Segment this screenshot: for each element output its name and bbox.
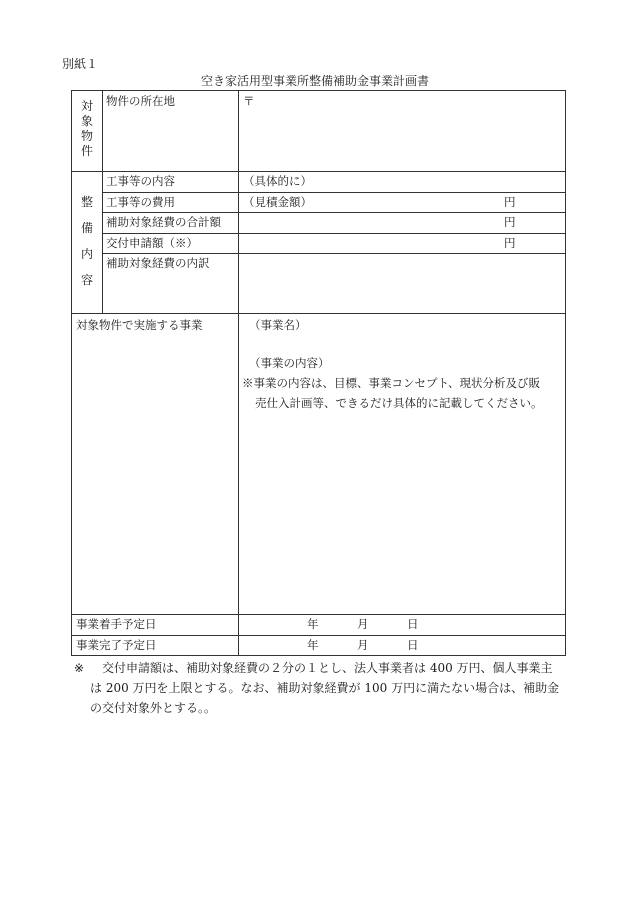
- row-line: [72, 635, 565, 636]
- work-cost-value[interactable]: （見積金額）: [243, 195, 312, 209]
- work-cost-label: 工事等の費用: [106, 195, 175, 209]
- start-date-label: 事業着手予定日: [76, 617, 157, 631]
- row-line: [72, 313, 565, 314]
- maintenance-group-label: 整 備 内 容: [80, 195, 93, 287]
- business-note-line-2: 売仕入計画等、できるだけ具体的に記載してください。: [255, 396, 543, 410]
- footnote: [74, 658, 570, 718]
- eligible-total-unit: 円: [504, 215, 516, 229]
- row-line: [102, 192, 565, 193]
- request-amount-label: 交付申請額（※）: [106, 236, 198, 250]
- group-divider: [102, 91, 103, 313]
- row-line: [72, 614, 565, 615]
- eligible-breakdown-label: 補助対象経費の内訳: [106, 256, 210, 270]
- end-date-label: 事業完了予定日: [76, 638, 157, 652]
- business-label: 対象物件で実施する事業: [76, 318, 203, 332]
- work-cost-unit: 円: [504, 195, 516, 209]
- end-year: 年: [307, 638, 319, 652]
- footnote-line-2: は 200 万円を上限とする。なお、補助対象経費が 100 万円に満たない場合は、補助金: [90, 681, 560, 695]
- start-month: 月: [357, 617, 369, 631]
- work-content-value[interactable]: （具体的に）: [243, 174, 312, 188]
- row-line: [102, 212, 565, 213]
- footnote-mark: ※: [74, 661, 85, 675]
- value-divider: [238, 91, 239, 656]
- eligible-total-label: 補助対象経費の合計額: [106, 215, 221, 229]
- footnote-line-1: 交付申請額は、補助対象経費の２分の１とし、法人事業者は 400 万円、個人事業主: [102, 661, 553, 675]
- footnote-line-3: の交付対象外とする。。: [90, 701, 217, 715]
- business-name-label[interactable]: （事業名）: [249, 318, 307, 332]
- business-content-label[interactable]: （事業の内容）: [249, 356, 330, 370]
- postal-mark[interactable]: 〒: [243, 94, 255, 108]
- location-label: 物件の所在地: [106, 94, 175, 108]
- request-amount-unit: 円: [504, 236, 516, 250]
- end-day: 日: [407, 638, 419, 652]
- business-note-line-1: ※事業の内容は、目標、事業コンセプト、現状分析及び販: [242, 376, 540, 390]
- document-title: 空き家活用型事業所整備補助金事業計画書: [200, 74, 429, 88]
- start-year: 年: [307, 617, 319, 631]
- work-content-label: 工事等の内容: [106, 174, 175, 188]
- row-line: [72, 171, 565, 172]
- property-group-label: 対 象 物 件: [80, 99, 93, 158]
- row-line: [102, 253, 565, 254]
- row-line: [102, 233, 565, 234]
- start-day: 日: [407, 617, 419, 631]
- plan-form-table: [71, 90, 566, 656]
- attachment-label: 別紙１: [62, 57, 99, 71]
- end-month: 月: [357, 638, 369, 652]
